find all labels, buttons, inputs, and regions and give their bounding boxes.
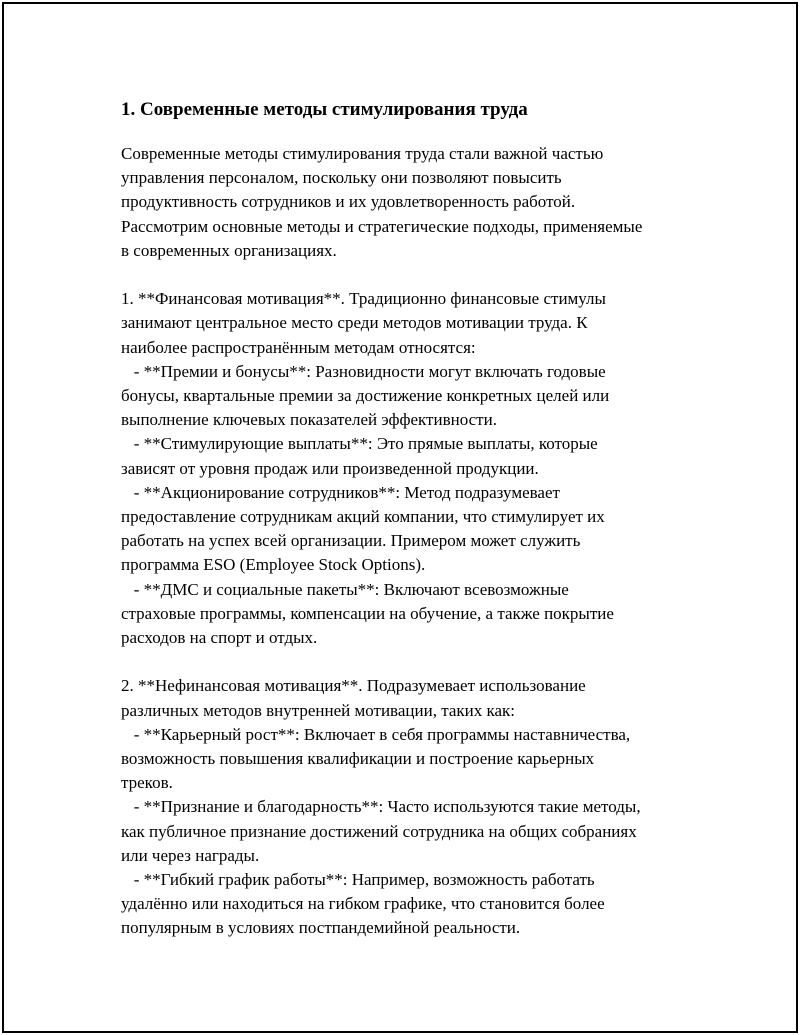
text-line: расходов на спорт и отдых. <box>121 628 318 648</box>
list-item-line: - **ДМС и социальные пакеты**: Включают всевозможные <box>121 579 569 599</box>
text-line: управления персоналом, поскольку они позволяют повысить <box>121 168 562 188</box>
text-line: или через награды. <box>121 845 260 865</box>
intro-paragraph <box>121 142 701 263</box>
text-line: программа ESO (Employee Stock Options). <box>121 555 426 575</box>
list-item-line: - **Акционирование сотрудников**: Метод подразумевает <box>121 482 560 502</box>
text-line: занимают центральное место среди методов мотивации труда. К <box>121 313 588 333</box>
list-item-line: - **Стимулирующие выплаты**: Это прямые выплаты, которые <box>121 434 598 454</box>
text-line: треков. <box>121 773 173 793</box>
text-line: предоставление сотрудникам акций компании, что стимулирует их <box>121 507 605 527</box>
paragraph-spacer <box>121 263 701 287</box>
text-line: выполнение ключевых показателей эффективности. <box>121 410 497 430</box>
text-line: наиболее распространённым методам относятся: <box>121 337 476 357</box>
text-line: зависят от уровня продаж или произведенной продукции. <box>121 458 539 478</box>
text-line: в современных организациях. <box>121 240 337 260</box>
paragraph-spacer <box>121 650 701 674</box>
text-line: 1. **Финансовая мотивация**. Традиционно финансовые стимулы <box>121 289 606 309</box>
text-line: продуктивность сотрудников и их удовлетворенность работой. <box>121 192 576 212</box>
section-nonfinancial-motivation <box>121 674 701 940</box>
list-item-line: - **Признание и благодарность**: Часто используются такие методы, <box>121 797 641 817</box>
text-line: удалённо или находиться на гибком графике, что становится более <box>121 894 605 914</box>
list-item-line: - **Премии и бонусы**: Разновидности могут включать годовые <box>121 361 606 381</box>
text-line: популярным в условиях постпандемийной реальности. <box>121 918 521 938</box>
text-line: страховые программы, компенсации на обучение, а также покрытие <box>121 603 614 623</box>
text-line: бонусы, квартальные премии за достижение конкретных целей или <box>121 386 610 406</box>
page-title: 1. Современные методы стимулирования труда <box>121 99 528 120</box>
list-item-line: - **Карьерный рост**: Включает в себя программы наставничества, <box>121 724 631 744</box>
text-line: 2. **Нефинансовая мотивация**. Подразумевает использование <box>121 676 586 696</box>
page-frame <box>2 2 798 1033</box>
text-line: различных методов внутренней мотивации, таких как: <box>121 700 516 720</box>
document-body <box>121 97 701 941</box>
text-line: возможность повышения квалификации и построение карьерных <box>121 749 595 769</box>
text-line: как публичное признание достижений сотрудника на общих собраниях <box>121 821 637 841</box>
list-item-line: - **Гибкий график работы**: Например, возможность работать <box>121 870 595 890</box>
section-financial-motivation <box>121 287 701 650</box>
text-line: Рассмотрим основные методы и стратегические подходы, применяемые <box>121 216 643 236</box>
text-line: Современные методы стимулирования труда стали важной частью <box>121 144 604 163</box>
text-line: работать на успех всей организации. Примером может служить <box>121 531 581 551</box>
